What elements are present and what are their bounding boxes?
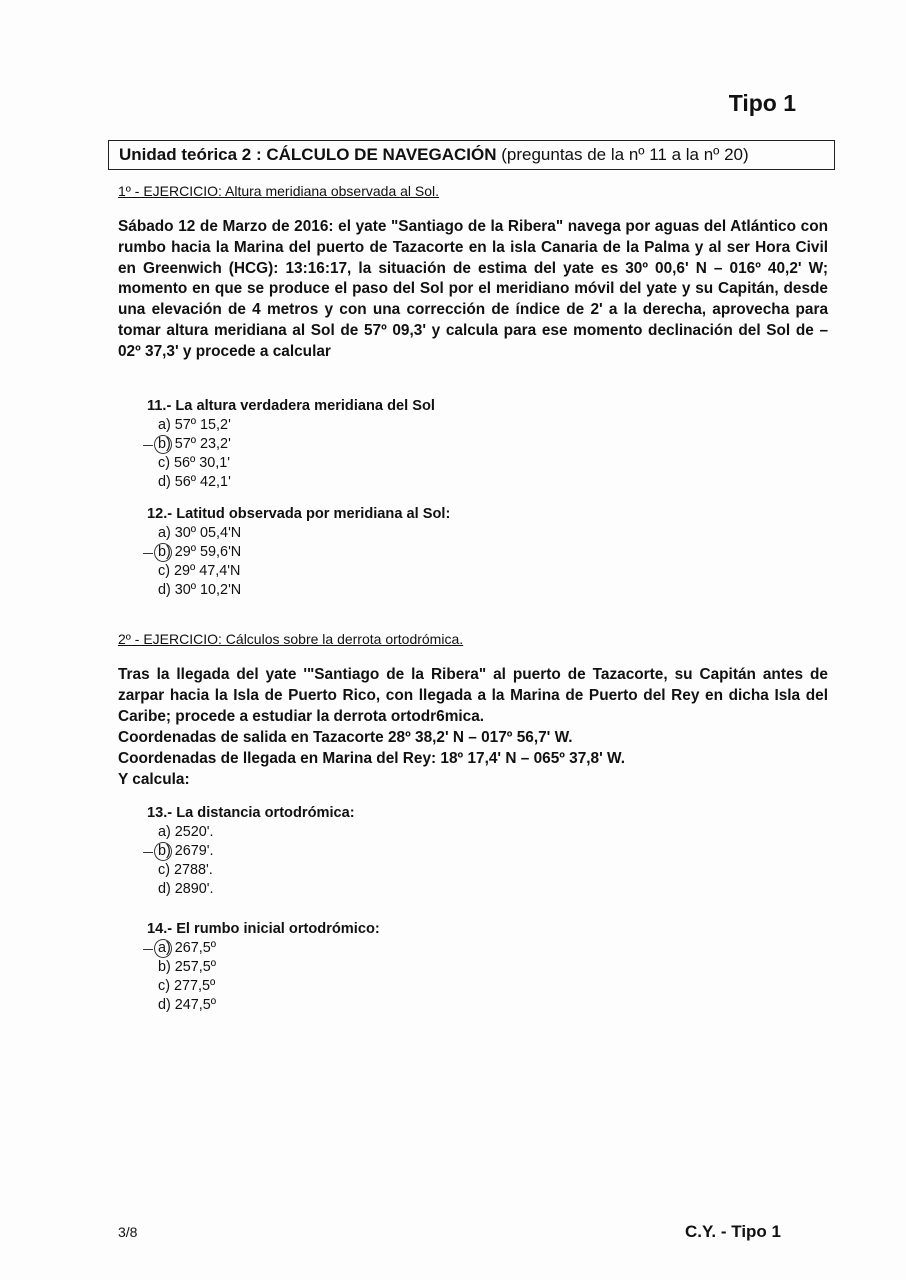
option-c: c) 277,5º [158, 978, 216, 994]
question-11: 11.- La altura verdadera meridiana del Sol [147, 398, 435, 414]
option-a: a) 2520'. [158, 824, 214, 840]
answer-circle-mark [154, 435, 172, 454]
exercise-1-statement: Sábado 12 de Marzo de 2016: el yate "Santiago de la Ribera" navega por aguas del Atlántico con rumbo hacia la Marina del puerto de Tazacorte en la isla Canaria de la Palma y al ser Hora Civil en Greenwich (HCG): 13:16:17, la situación de estima del yate es 30º 00,6' N – 016º 40,2' W; momento en que se produce el paso del Sol por el meridiano móvil del yate y su Capitán, desde una elevación de 4 metros y con una corrección de índice de 2' a la derecha, aprovecha para tomar altura meridiana al Sol de 57º 09,3' y calcula para ese momento declinación del Sol de – 02º 37,3' y procede a calcular [118, 218, 828, 360]
option-d: d) 30º 10,2'N [158, 582, 242, 598]
option-d: d) 56º 42,1' [158, 474, 231, 490]
question-12-options [158, 524, 241, 600]
question-12: 12.- Latitud observada por meridiana al Sol: [147, 506, 451, 522]
footer-code: C.Y. - Tipo 1 [684, 1222, 781, 1241]
unit-title: Unidad teórica 2 : CÁLCULO DE NAVEGACIÓN [119, 145, 497, 164]
question-11-options [158, 416, 231, 492]
option-d: d) 2890'. [158, 881, 214, 897]
departure-coordinates: Coordenadas de salida en Tazacorte 28º 38,2' N – 017º 56,7' W. [118, 729, 573, 746]
option-c: c) 56º 30,1' [158, 455, 231, 471]
option-d: d) 247,5º [158, 997, 217, 1013]
option-b: b) 2679'. [158, 842, 214, 861]
answer-circle-mark [154, 842, 172, 861]
answer-circle-mark [154, 543, 172, 562]
unit-header [108, 140, 835, 170]
question-14-options [158, 939, 216, 1015]
option-a: a) 30º 05,4'N [158, 525, 242, 541]
calculate-label: Y calcula: [118, 771, 190, 788]
option-b: b) 57º 23,2' [158, 435, 231, 454]
arrival-coordinates: Coordenadas de llegada en Marina del Rey: 18º 17,4' N – 065º 37,8' W. [118, 750, 625, 767]
exercise-2-statement [118, 664, 828, 790]
option-a: a) 57º 15,2' [158, 417, 231, 433]
option-c: c) 29º 47,4'N [158, 563, 241, 579]
question-13: 13.- La distancia ortodrómica: [147, 805, 355, 821]
option-b: b) 29º 59,6'N [158, 543, 241, 562]
answer-circle-mark [154, 939, 172, 958]
option-a: a) 267,5º [158, 939, 216, 958]
question-range: (preguntas de la nº 11 a la nº 20) [501, 145, 749, 164]
option-b: b) 257,5º [158, 959, 217, 975]
page-number: 3/8 [118, 1224, 138, 1240]
exam-type-title: Tipo 1 [728, 90, 796, 116]
exercise-2-label: 2º - EJERCICIO: Cálculos sobre la derrota ortodrómica. [118, 631, 464, 647]
statement-text: Tras la llegada del yate '"Santiago de la Ribera" al puerto de Tazacorte, su Capitán antes de zarpar hacia la Isla de Puerto Rico, con llegada a la Marina de Puerto del Rey en dicha Isla del Caribe; procede a estudiar la derrota ortodr6mica. [118, 666, 828, 725]
option-c: c) 2788'. [158, 862, 213, 878]
question-13-options [158, 823, 214, 899]
question-14: 14.- El rumbo inicial ortodrómico: [147, 921, 380, 937]
exercise-1-label: 1º - EJERCICIO: Altura meridiana observada al Sol. [118, 183, 440, 199]
